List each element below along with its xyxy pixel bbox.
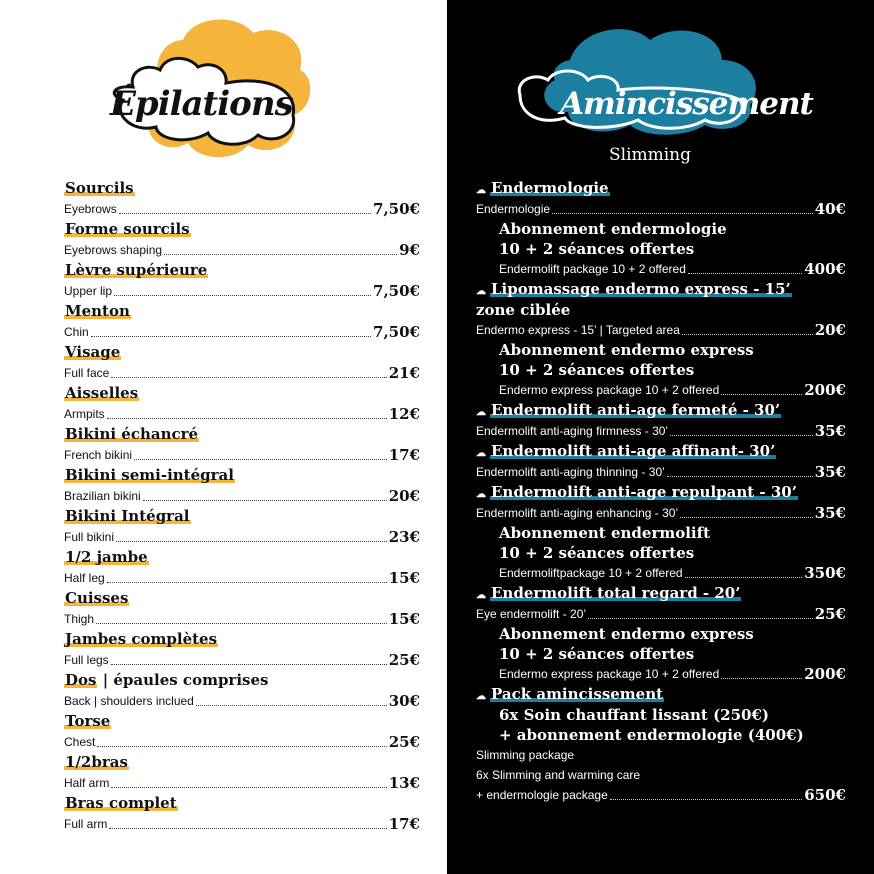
section-name: ☁ Endermolift total regard - 20’ bbox=[476, 583, 846, 604]
amincissement-title: Amincissement bbox=[560, 86, 813, 122]
item-name: Menton bbox=[65, 302, 130, 320]
section-name: ☁ Endermologie bbox=[476, 178, 846, 199]
sub-name: Abonnement endermo express bbox=[499, 625, 754, 643]
item-name: Bikini échancré bbox=[65, 425, 199, 443]
price-row: Full face 21€ bbox=[64, 364, 420, 382]
sub-name: 10 + 2 séances offertes bbox=[499, 361, 695, 379]
sub-name: Abonnement endermolift bbox=[499, 524, 710, 542]
item-name: Forme sourcils bbox=[65, 220, 190, 238]
price-row: French bikini 17€ bbox=[64, 446, 420, 464]
price-row: Endermolift anti-aging enhancing - 30’ 35€ bbox=[476, 504, 846, 522]
item-name: Bras complet bbox=[65, 794, 177, 812]
price-row: Chest 25€ bbox=[64, 733, 420, 751]
epilations-title: Épilations bbox=[110, 84, 293, 124]
sub-name: 10 + 2 séances offertes bbox=[499, 544, 695, 562]
price-row: Half arm 13€ bbox=[64, 774, 420, 792]
price-row: Eyebrows shaping 9€ bbox=[64, 241, 420, 259]
section-name: ☁ Endermolift anti-age repulpant - 30’ bbox=[476, 482, 846, 503]
price-row: Chin 7,50€ bbox=[64, 323, 420, 341]
item-name: Bikini semi-intégral bbox=[65, 466, 234, 484]
cloud-icon: ☁ bbox=[476, 590, 486, 601]
slimming-subtitle: Slimming bbox=[608, 145, 692, 165]
section-name-continued: zone ciblée bbox=[476, 301, 571, 319]
item-name: Torse bbox=[65, 712, 111, 730]
cloud-icon: ☁ bbox=[476, 448, 486, 459]
cloud-icon: ☁ bbox=[476, 691, 486, 702]
section-name: ☁ Endermolift anti-age affinant- 30’ bbox=[476, 441, 846, 462]
sub-name: + abonnement endermologie (400€) bbox=[499, 726, 804, 744]
price-row: Endermolift anti-aging firmness - 30’ 35€ bbox=[476, 422, 846, 440]
price-row: Endermo express package 10 + 2 offered 200€ bbox=[499, 665, 846, 683]
price-row: Endermolift anti-aging thinning - 30’ 35€ bbox=[476, 463, 846, 481]
item-name: Visage bbox=[65, 343, 121, 361]
sub-name: 6x Soin chauffant lissant (250€) bbox=[499, 706, 770, 724]
cloud-icon: ☁ bbox=[476, 489, 486, 500]
price-row: Eye endermolift - 20’ 25€ bbox=[476, 605, 846, 623]
section-name: ☁ Pack amincissement bbox=[476, 684, 846, 705]
price-row: Endermo express - 15’ | Targeted area 20€ bbox=[476, 321, 846, 339]
sub-name: 10 + 2 séances offertes bbox=[499, 645, 695, 663]
epilations-list bbox=[64, 178, 420, 834]
price-row: Brazilian bikini 20€ bbox=[64, 487, 420, 505]
item-name: 1/2bras bbox=[65, 753, 128, 771]
price-row: + endermologie package 650€ bbox=[476, 786, 846, 804]
item-name: Bikini Intégral bbox=[65, 507, 190, 525]
cloud-icon: ☁ bbox=[476, 286, 486, 297]
item-name: Dos | épaules comprises bbox=[65, 671, 269, 689]
desc-row: Slimming package bbox=[476, 748, 575, 762]
item-name: 1/2 jambe bbox=[65, 548, 148, 566]
item-name: Sourcils bbox=[65, 179, 134, 197]
price-row: Full arm 17€ bbox=[64, 815, 420, 833]
cloud-icon: ☁ bbox=[476, 185, 486, 196]
price-row: Upper lip 7,50€ bbox=[64, 282, 420, 300]
price-row: Full bikini 23€ bbox=[64, 528, 420, 546]
item-name: Lèvre supérieure bbox=[65, 261, 208, 279]
item-name: Aisselles bbox=[65, 384, 139, 402]
sub-name: Abonnement endermologie bbox=[499, 220, 727, 238]
price-row: Back | shoulders inclued 30€ bbox=[64, 692, 420, 710]
price-row: Armpits 12€ bbox=[64, 405, 420, 423]
section-name: ☁ Endermolift anti-age fermeté - 30’ bbox=[476, 400, 846, 421]
desc-row: 6x Slimming and warming care bbox=[476, 768, 641, 782]
price-row: Endermolift package 10 + 2 offered 400€ bbox=[499, 260, 846, 278]
amincissement-list bbox=[476, 178, 846, 805]
item-name: Jambes complètes bbox=[65, 630, 218, 648]
sub-name: Abonnement endermo express bbox=[499, 341, 754, 359]
cloud-icon: ☁ bbox=[476, 407, 486, 418]
price-row: Endermo express package 10 + 2 offered 200€ bbox=[499, 381, 846, 399]
item-name: Cuisses bbox=[65, 589, 129, 607]
price-row: Thigh 15€ bbox=[64, 610, 420, 628]
section-name: ☁ Lipomassage endermo express - 15’ bbox=[476, 279, 846, 300]
sub-name: 10 + 2 séances offertes bbox=[499, 240, 695, 258]
price-row: Endermoliftpackage 10 + 2 offered 350€ bbox=[499, 564, 846, 582]
price-row: Full legs 25€ bbox=[64, 651, 420, 669]
price-row: Endermologie 40€ bbox=[476, 200, 846, 218]
price-row: Eyebrows 7,50€ bbox=[64, 200, 420, 218]
price-row: Half leg 15€ bbox=[64, 569, 420, 587]
